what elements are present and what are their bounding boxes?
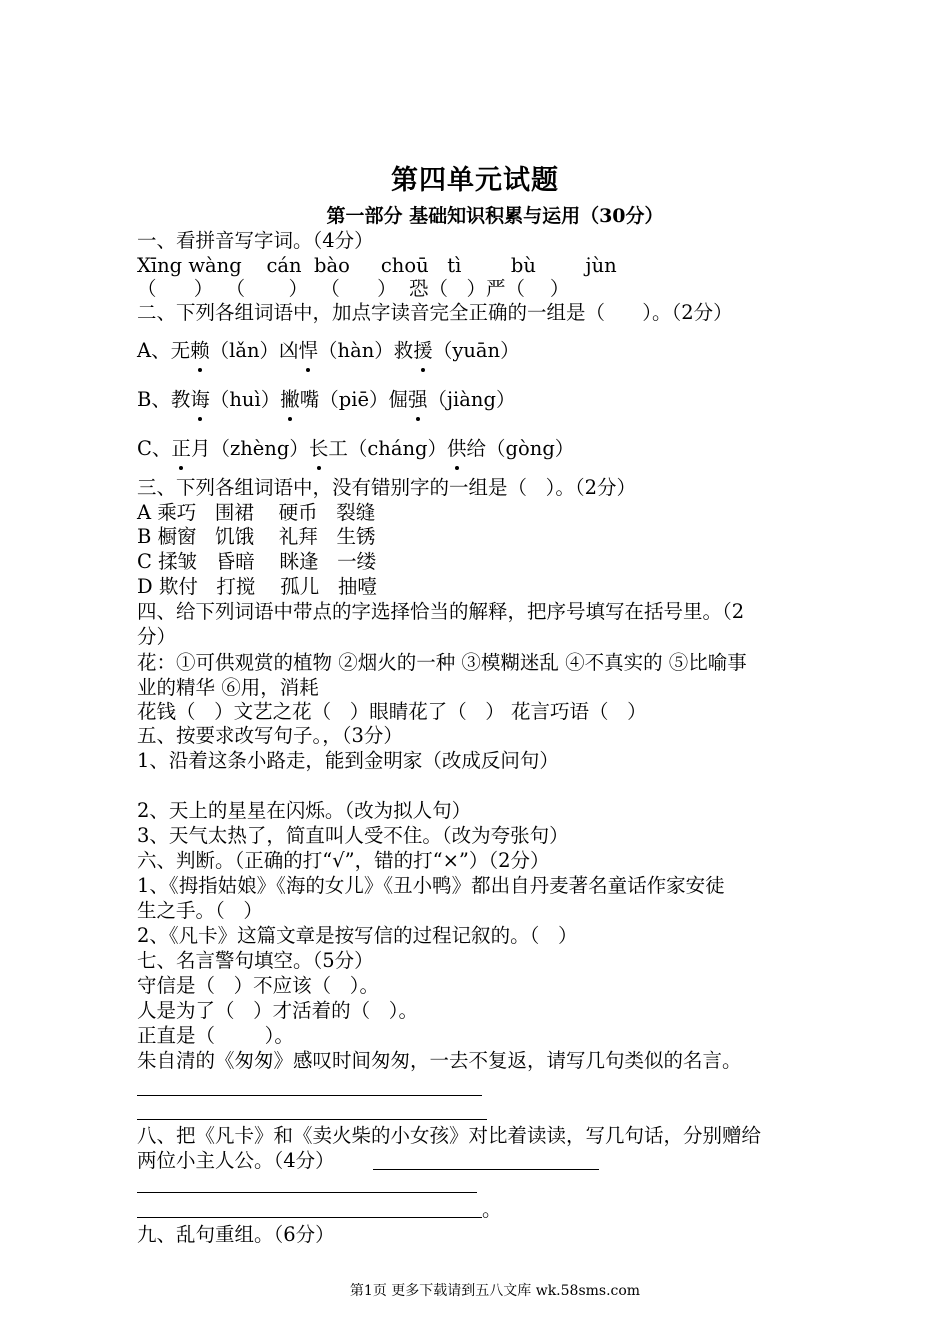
page-footer: 第1页 更多下载请到五八文库 wk.58sms.com: [349, 1283, 641, 1299]
answer-line: [373, 1169, 599, 1170]
q2-a-dotted-char2: 悍: [298, 339, 319, 362]
q2-a-dotted-char3: 援: [413, 339, 433, 362]
answer-line: [137, 1192, 477, 1193]
q2-c-dotted-char2: 长: [308, 437, 329, 460]
q2-b-text1: B、教: [137, 388, 191, 411]
q7-heading: 七、名言警句填空。（5分）: [137, 949, 374, 972]
q5-sentence-3: 3、天气太热了，简直叫人受不住。（改为夸张句）: [137, 824, 569, 847]
q2-heading: 二、下列各组词语中，加点字读音完全正确的一组是（ ）。（2分）: [137, 301, 733, 324]
q6-heading: 六、判断。（正确的打“√”，错的打“×”）（2分）: [137, 849, 550, 872]
q5-sentence-2: 2、天上的星星在闪烁。（改为拟人句）: [137, 799, 472, 822]
q6-statement-1-cont: 生之手。（ ）: [137, 899, 263, 922]
q3-option-a: A 乘巧 围裙 硬币 裂缝: [137, 501, 376, 524]
q6-statement-2: 2、《凡卡》这篇文章是按写信的过程记叙的。（ ）: [137, 924, 578, 947]
q4-definitions: 花：①可供观赏的植物 ②烟火的一种 ③模糊迷乱 ④不真实的 ⑤比喻事: [137, 651, 747, 674]
q8-heading-cont: 两位小主人公。（4分）: [137, 1149, 335, 1172]
q2-c-text3: 工（cháng）: [328, 437, 448, 460]
q8-end-mark: 。: [482, 1198, 502, 1221]
q5-sentence-1: 1、沿着这条小路走，能到金明家（改成反问句）: [137, 749, 559, 772]
part-one-heading: 第一部分 基础知识积累与运用（30分）: [326, 205, 664, 227]
q2-a-text4: （yuān）: [432, 339, 520, 362]
q7-item-4: 朱自清的《匆匆》感叹时间匆匆，一去不复返，请写几句类似的名言。: [137, 1049, 742, 1072]
q2-b-text4: （jiàng）: [427, 388, 516, 411]
q4-items: 花钱（ ）文艺之花（ ）眼睛花了（ ） 花言巧语（ ）: [137, 700, 647, 723]
q7-item-1: 守信是（ ）不应该（ ）。: [137, 974, 379, 997]
q2-b-dotted-char3: 强: [408, 388, 428, 411]
q8-heading: 八、把《凡卡》和《卖火柴的小女孩》对比着读读，写几句话，分别赠给: [137, 1124, 762, 1147]
answer-line: [137, 1217, 482, 1218]
q2-c-text4: 给（gòng）: [466, 437, 575, 460]
q7-item-2: 人是为了（ ）才活着的（ ）。: [137, 999, 418, 1022]
q2-c-dotted-char1: 正: [171, 437, 191, 460]
q2-option-c: [137, 437, 574, 461]
q2-option-a: [137, 339, 520, 363]
q2-option-b: [137, 388, 515, 412]
q2-c-text2: 月（zhèng）: [190, 437, 309, 460]
q4-heading: 四、给下列词语中带点的字选择恰当的解释，把序号填写在括号里。（2: [137, 600, 745, 623]
q5-heading: 五、按要求改写句子。，（3分）: [137, 724, 403, 747]
page-title: 第四单元试题: [391, 165, 559, 196]
q2-c-text1: C、: [137, 437, 172, 460]
q2-a-text2: （lǎn）凶: [209, 339, 299, 362]
q2-c-dotted-char3: 供: [447, 437, 467, 460]
q3-option-d: D 欺付 打搅 孤儿 抽噎: [137, 575, 377, 598]
q2-b-text2: （huì）: [209, 388, 281, 411]
q7-item-3: 正直是（ ）。: [137, 1024, 294, 1047]
q3-option-b: B 橱窗 饥饿 礼拜 生锈: [137, 525, 376, 548]
q2-a-text1: A、无: [137, 339, 191, 362]
q9-heading: 九、乱句重组。（6分）: [137, 1223, 335, 1246]
q2-b-dotted-char2: 撇: [280, 388, 300, 411]
q1-heading: 一、看拼音写字词。（4分）: [137, 229, 374, 252]
q4-definitions-cont: 业的精华 ⑥用，消耗: [137, 676, 319, 699]
answer-line: [137, 1119, 487, 1120]
q6-statement-1: 1、《拇指姑娘》《海的女儿》《丑小鸭》都出自丹麦著名童话作家安徒: [137, 874, 725, 897]
q2-b-text3: 嘴（piē）倔: [299, 388, 408, 411]
q1-blanks: （ ） （ ） （ ） 恐（ ）严（ ）: [137, 277, 570, 300]
q2-b-dotted-char1: 诲: [190, 388, 210, 411]
q1-pinyin: Xīng wàng cán bào choū tì bù jùn: [137, 254, 617, 277]
q2-a-dotted-char1: 赖: [190, 339, 210, 362]
q3-heading: 三、下列各组词语中，没有错别字的一组是（ ）。（2分）: [137, 476, 637, 499]
q2-a-text3: （hàn）救: [318, 339, 414, 362]
answer-line: [137, 1095, 482, 1096]
q4-heading-cont: 分）: [137, 625, 177, 648]
q3-option-c: C 揉皱 昏暗 眯逢 一缕: [137, 550, 377, 573]
